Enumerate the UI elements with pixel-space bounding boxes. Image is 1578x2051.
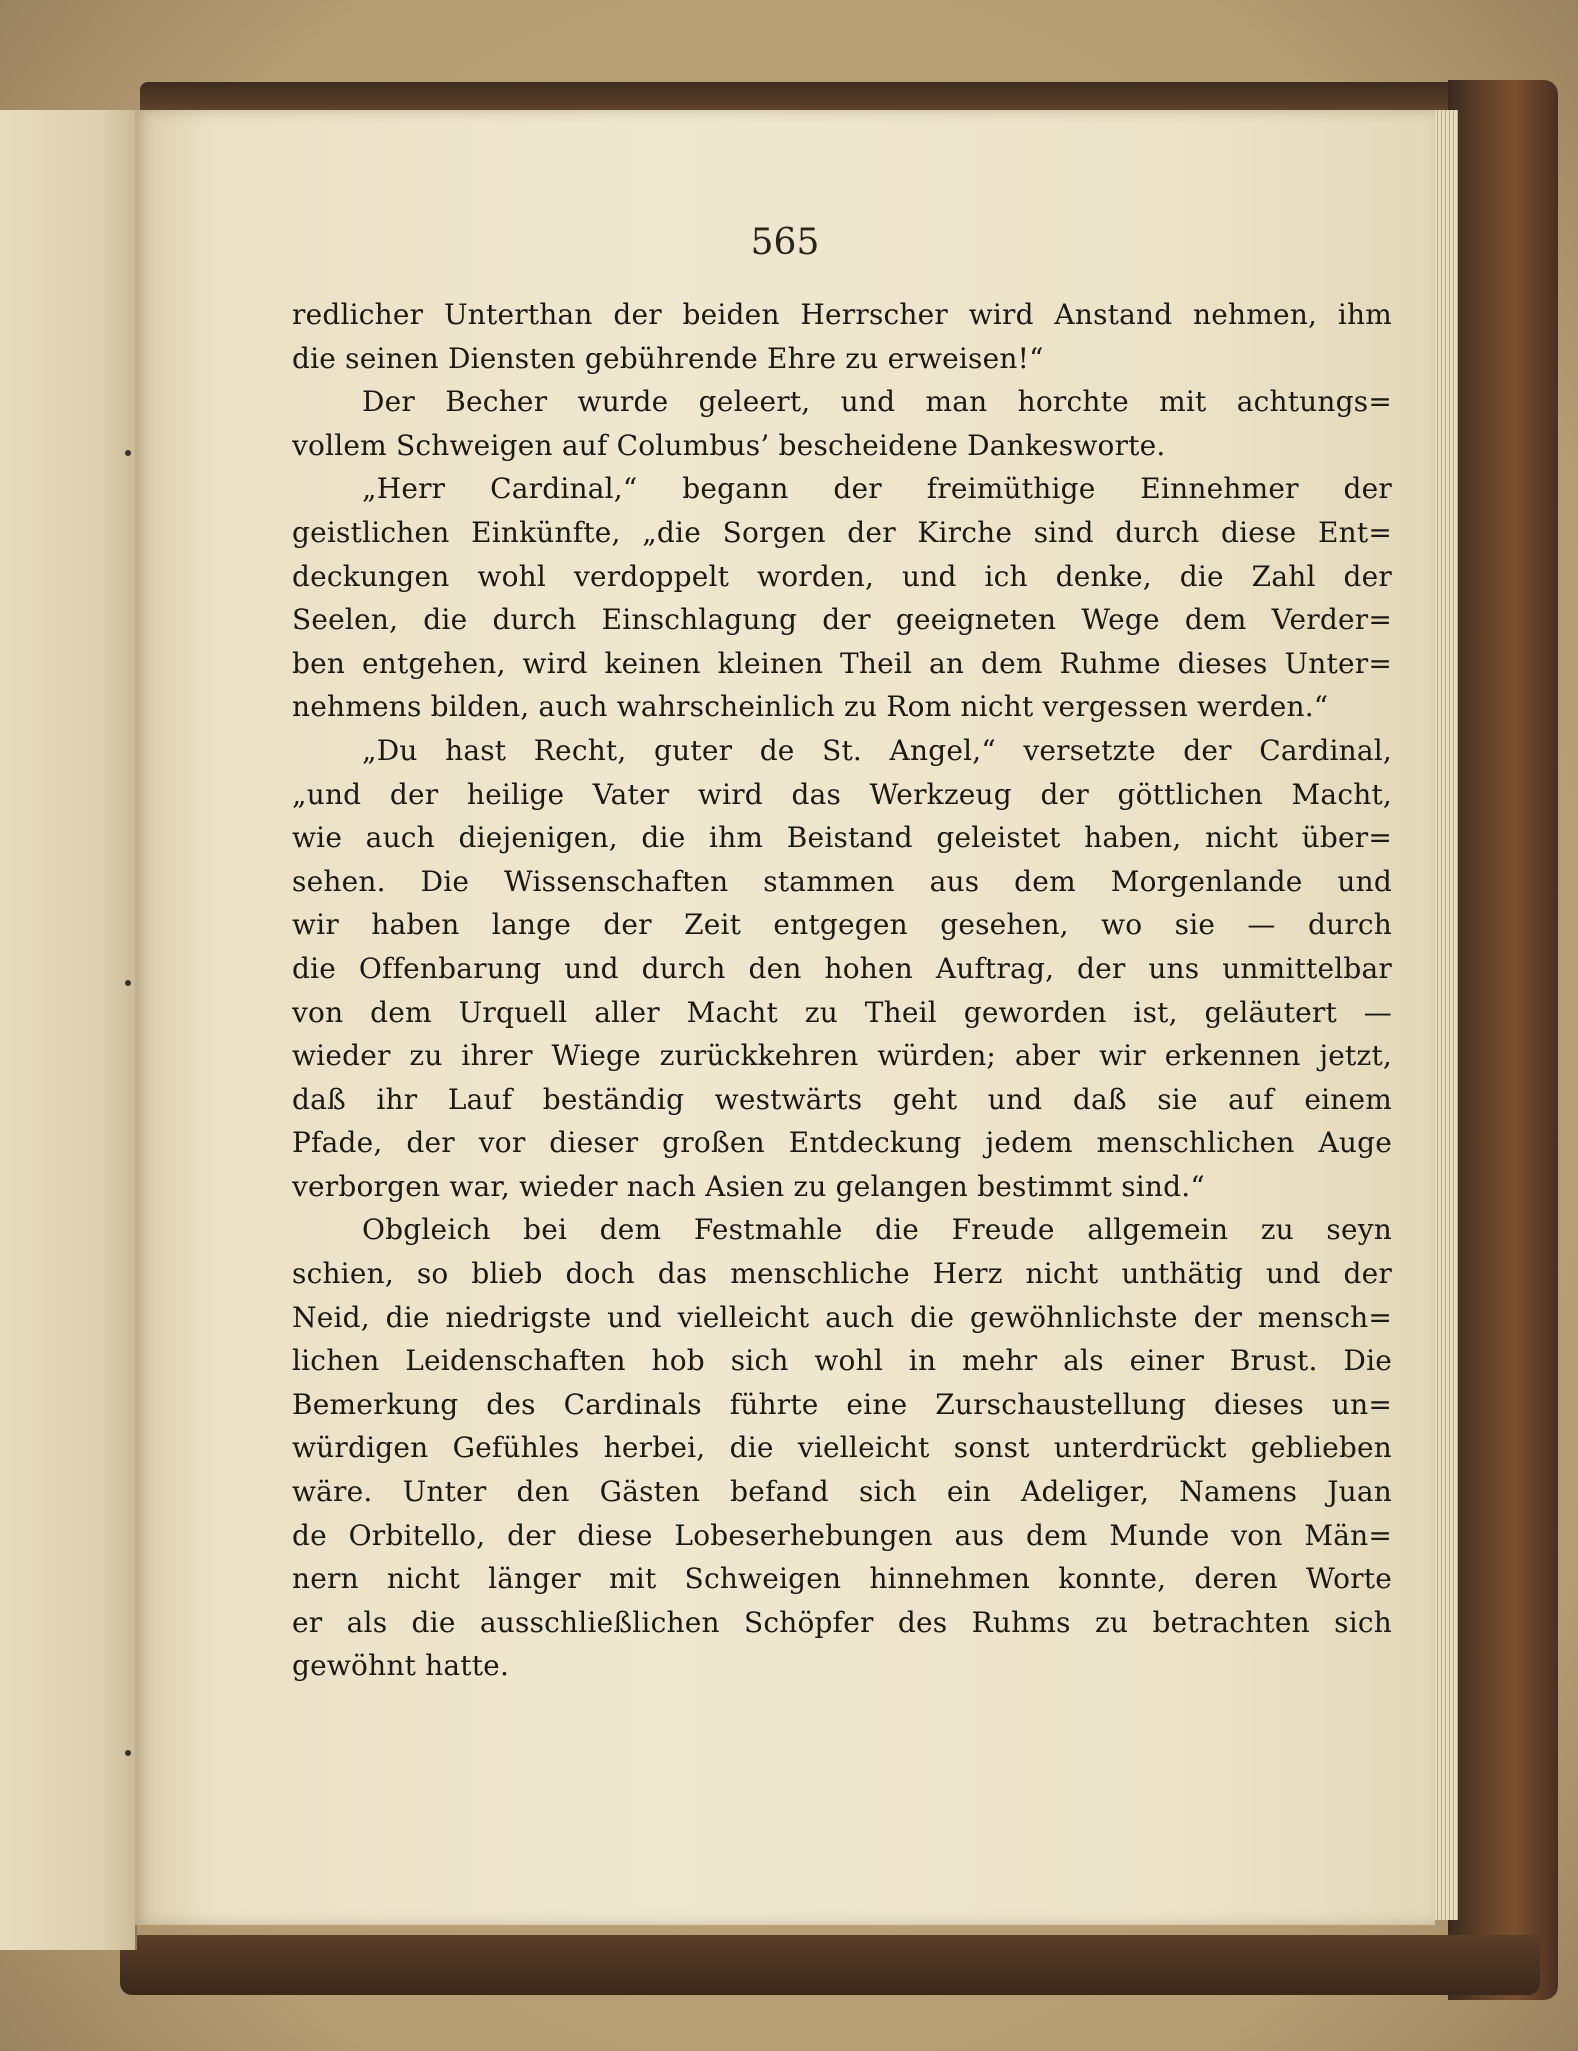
text-line: „und der heilige Vater wird das Werkzeug der göttlichen Macht,: [292, 777, 1392, 811]
text-line: sehen. Die Wissenschaften stammen aus dem Morgenlande und: [292, 864, 1392, 898]
text-line: deckungen wohl verdoppelt worden, und ich denke, die Zahl der: [292, 559, 1392, 593]
book-cover-right-edge: [1448, 80, 1558, 2000]
text-line: de Orbitello, der diese Lobeserhebungen aus dem Munde von Män=: [292, 1518, 1392, 1552]
text-line: lichen Leidenschaften hob sich wohl in mehr als einer Brust. Die: [292, 1344, 1392, 1378]
text-line: wäre. Unter den Gästen befand sich ein Adeliger, Namens Juan: [292, 1475, 1392, 1509]
text-line: wieder zu ihrer Wiege zurückkehren würden; aber wir erkennen jetzt,: [292, 1039, 1392, 1073]
text-line: ben entgehen, wird keinen kleinen Theil an dem Ruhme dieses Unter=: [292, 646, 1392, 680]
text-line: Obgleich bei dem Festmahle die Freude allgemein zu seyn: [362, 1213, 1392, 1247]
text-line: Seelen, die durch Einschlagung der geeigneten Wege dem Verder=: [292, 603, 1392, 637]
left-page-edge: [0, 110, 137, 1950]
text-line: Bemerkung des Cardinals führte eine Zurschaustellung dieses un=: [292, 1387, 1392, 1421]
text-line: wie auch diejenigen, die ihm Beistand geleistet haben, nicht über=: [292, 821, 1392, 855]
text-line: daß ihr Lauf beständig westwärts geht und daß sie auf einem: [292, 1082, 1392, 1116]
text-line: Der Becher wurde geleert, und man horchte mit achtungs=: [362, 385, 1392, 419]
stitch-mark: [125, 1750, 131, 1756]
text-line: nehmens bilden, auch wahrscheinlich zu Rom nicht vergessen werden.“: [292, 690, 1329, 724]
text-line: verborgen war, wieder nach Asien zu gelangen bestimmt sind.“: [292, 1169, 1205, 1203]
text-line: die seinen Diensten gebührende Ehre zu erweisen!“: [292, 341, 1044, 375]
text-line: die Offenbarung und durch den hohen Auftrag, der uns unmittelbar: [292, 951, 1392, 985]
text-line: von dem Urquell aller Macht zu Theil geworden ist, geläutert —: [292, 995, 1392, 1029]
text-line: vollem Schweigen auf Columbus’ bescheidene Dankesworte.: [292, 428, 1166, 462]
text-line: Neid, die niedrigste und vielleicht auch die gewöhnlichste der mensch=: [292, 1300, 1392, 1334]
text-line: geistlichen Einkünfte, „die Sorgen der Kirche sind durch diese Ent=: [292, 515, 1392, 549]
stitch-mark: [125, 450, 131, 456]
text-line: „Herr Cardinal,“ begann der freimüthige Einnehmer der: [362, 472, 1392, 506]
text-line: Pfade, der vor dieser großen Entdeckung jedem menschlichen Auge: [292, 1126, 1392, 1160]
text-line: er als die ausschließlichen Schöpfer des Ruhms zu betrachten sich: [292, 1605, 1392, 1639]
text-line: schien, so blieb doch das menschliche Herz nicht unthätig und der: [292, 1257, 1392, 1291]
text-line: „Du hast Recht, guter de St. Angel,“ versetzte der Cardinal,: [362, 733, 1392, 767]
stitch-mark: [125, 980, 131, 986]
book-cover-bottom-edge: [120, 1935, 1540, 1995]
page-number: 565: [750, 222, 820, 263]
page-text-body: [292, 293, 1392, 1688]
text-line: wir haben lange der Zeit entgegen gesehen, wo sie — durch: [292, 908, 1392, 942]
book-page: [135, 110, 1435, 1925]
text-line: nern nicht länger mit Schweigen hinnehmen konnte, deren Worte: [292, 1562, 1392, 1596]
text-line: gewöhnt hatte.: [292, 1649, 510, 1683]
text-line: redlicher Unterthan der beiden Herrscher wird Anstand nehmen, ihm: [292, 298, 1392, 331]
text-line: würdigen Gefühles herbei, die vielleicht sonst unterdrückt geblieben: [292, 1431, 1392, 1465]
